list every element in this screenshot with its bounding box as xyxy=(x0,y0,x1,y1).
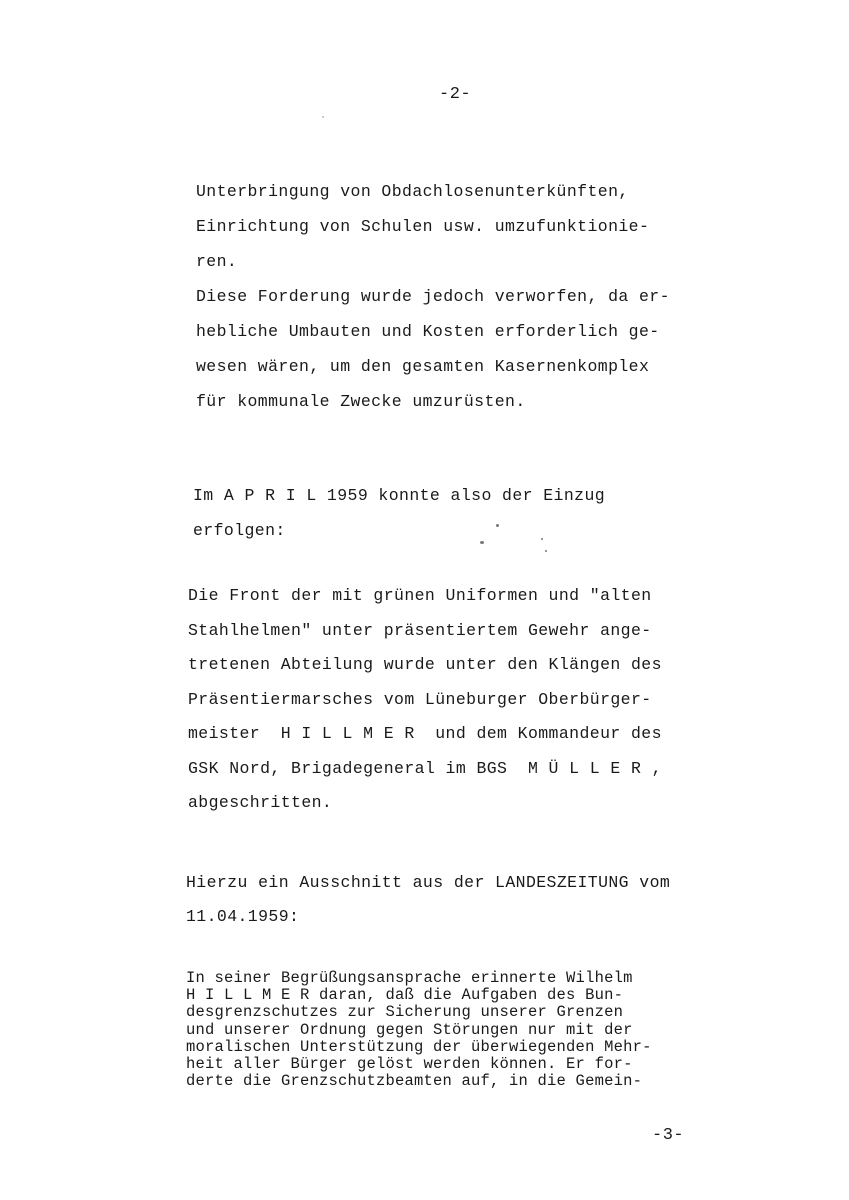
text-line: Präsentiermarsches vom Lüneburger Oberbürger- xyxy=(188,689,652,709)
text-line: Die Front der mit grünen Uniformen und "alten xyxy=(188,586,652,605)
scan-speck xyxy=(480,541,484,544)
text-line: derte die Grenzschutzbeamten auf, in die Gemein- xyxy=(186,1072,643,1091)
text-line: Hierzu ein Ausschnitt aus der LANDESZEITUNG vom xyxy=(186,873,671,892)
text-line: hebliche Umbauten und Kosten erforderlich ge- xyxy=(196,322,660,341)
text-line: tretenen Abteilung wurde unter den Klängen des xyxy=(188,655,662,674)
text-line: In seiner Begrüßungsansprache erinnerte Wilhelm xyxy=(186,969,633,987)
text-line: Unterbringung von Obdachlosenunterkünften, xyxy=(196,182,629,201)
scan-speck xyxy=(541,538,543,540)
scan-speck xyxy=(322,116,324,118)
newspaper-excerpt xyxy=(186,970,652,1090)
scan-speck xyxy=(545,550,547,552)
text-line: Einrichtung von Schulen usw. umzufunktionie- xyxy=(196,217,650,236)
paragraph-kommunale-nutzung xyxy=(196,174,670,419)
text-line: erfolgen: xyxy=(193,521,286,540)
text-line: wesen wären, um den gesamten Kasernenkomplex xyxy=(196,357,650,376)
text-line: meister H I L L M E R und dem Kommandeur des xyxy=(188,724,662,743)
paragraph-einzug-april xyxy=(193,478,605,548)
paragraph-landeszeitung-intro xyxy=(186,866,670,934)
text-line: heit aller Bürger gelöst werden können. Er for- xyxy=(186,1054,633,1073)
page-number-bottom: -3- xyxy=(652,1126,685,1145)
text-line: moralischen Unterstützung der überwiegenden Mehr- xyxy=(186,1037,652,1056)
page-number-top: -2- xyxy=(439,85,472,104)
text-line: und unserer Ordnung gegen Störungen nur mit der xyxy=(186,1020,633,1039)
text-line: 11.04.1959: xyxy=(186,907,300,926)
text-line: ren. xyxy=(196,252,238,271)
text-line: Stahlhelmen" unter präsentiertem Gewehr ange- xyxy=(188,620,652,640)
text-line: desgrenzschutzes zur Sicherung unserer Grenzen xyxy=(186,1003,624,1022)
text-line: Im A P R I L 1959 konnte also der Einzug xyxy=(193,486,606,505)
text-line: GSK Nord, Brigadegeneral im BGS M Ü L L E R , xyxy=(188,758,662,778)
paragraph-front-abteilung xyxy=(188,579,662,821)
text-line: Diese Forderung wurde jedoch verworfen, da er- xyxy=(196,287,670,306)
scan-speck xyxy=(496,524,499,527)
text-line: für kommunale Zwecke umzurüsten. xyxy=(196,392,526,411)
text-line: H I L L M E R daran, daß die Aufgaben des Bun- xyxy=(186,986,624,1005)
text-line: abgeschritten. xyxy=(188,793,333,812)
